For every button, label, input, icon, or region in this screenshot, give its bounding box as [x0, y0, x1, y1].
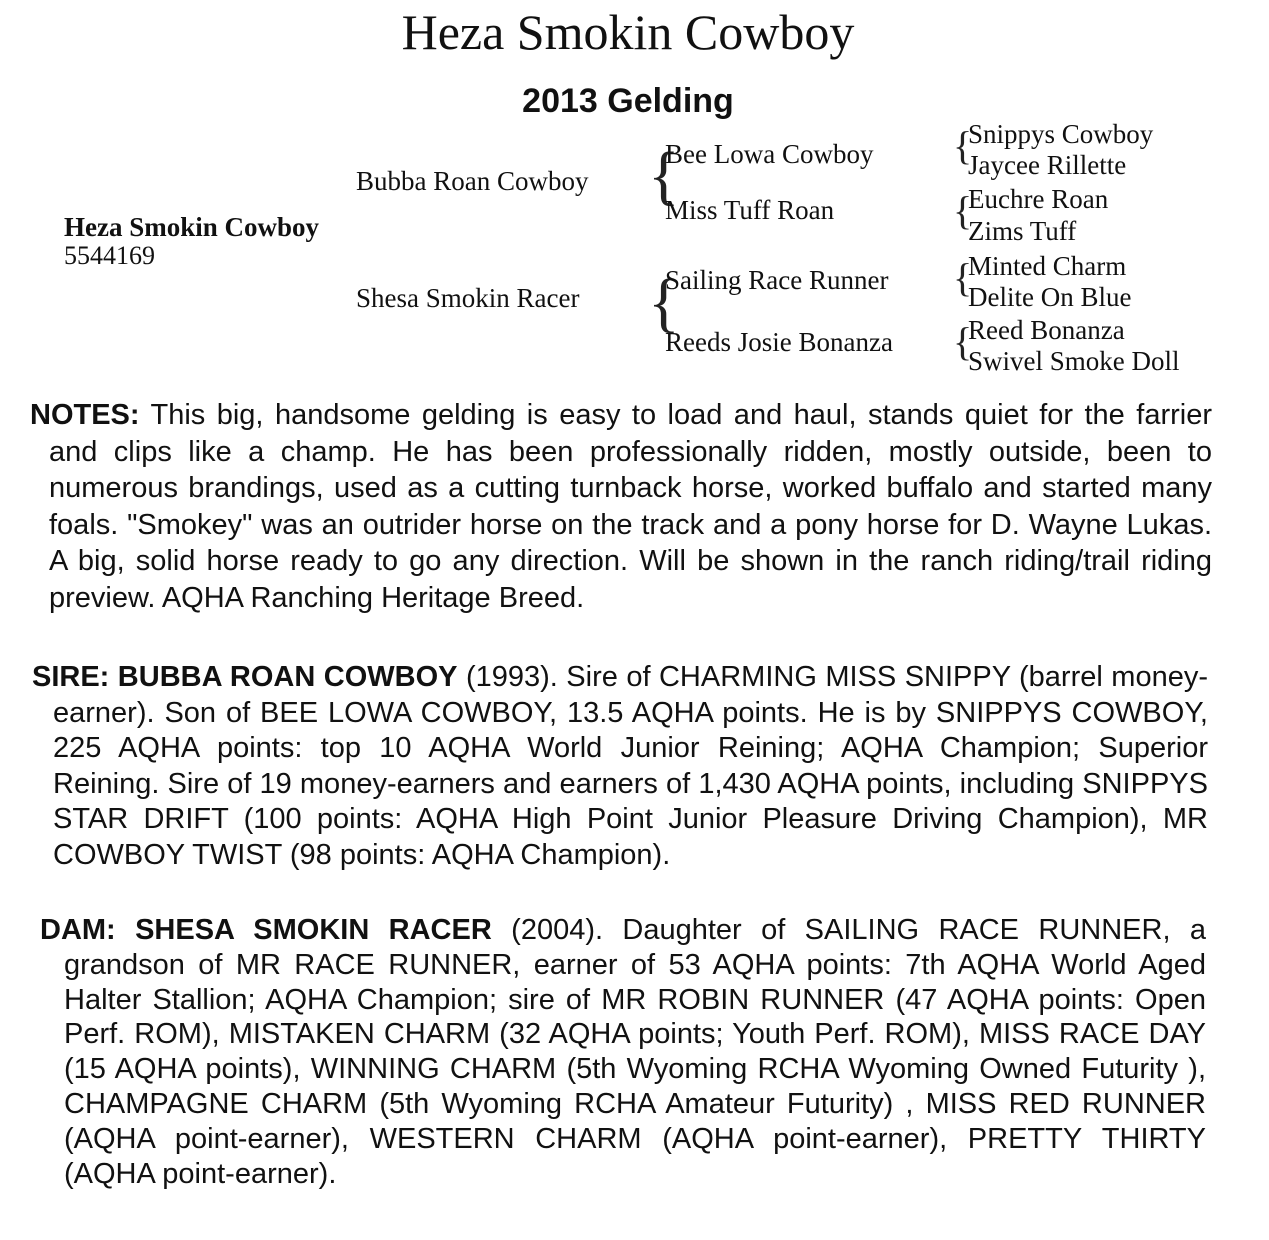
notes-label: NOTES: [30, 399, 140, 431]
dam-text: (2004). Daughter of SAILING RACE RUNNER, a grandson of MR RACE RUNNER, earner of 53 AQHA points: 7th AQHA World Aged Halter Stallion; AQHA Champion; sire of MR ROBIN RUNNER (47 AQHA points: Open Perf. ROM), MISTAKEN CHARM (32 AQHA points; Youth Perf. ROM), MISS RACE DAY (15 AQHA points), WINNING CHARM (5th Wyoming RCHA Wyoming Owned Futurity ), CHAMPAGNE CHARM (5th Wyoming RCHA Amateur Futurity) , MISS RED RUNNER (AQHA point-earner), WESTERN CHARM (AQHA point-earner), PRETTY THIRTY (AQHA point-earner). [64, 914, 1206, 1190]
brace-ggp-3: { [953, 255, 973, 300]
brace-ggp-1: { [953, 123, 973, 168]
brace-ggp-4: { [953, 319, 973, 364]
pedigree-sire-dam: Miss Tuff Roan [665, 195, 835, 225]
pedigree-sire: Bubba Roan Cowboy [356, 166, 589, 196]
notes-text: This big, handsome gelding is easy to load and haul, stands quiet for the farrier and clips like a champ. He has been professionally ridden, mostly outside, been to numerous brandings, used as a cutting turnback horse, worked buffalo and started many foals. "Smokey" was an outrider horse on the track and a pony horse for D. Wayne Lukas. A big, solid horse ready to go any direction. Will be shown in the ranch riding/trail riding preview. AQHA Ranching Heritage Breed. [49, 399, 1212, 614]
pedigree-ggp-item: Jaycee Rillette [968, 150, 1127, 180]
pedigree-dam-dam: Reeds Josie Bonanza [665, 327, 893, 357]
dam-label: DAM: SHESA SMOKIN RACER [40, 914, 492, 946]
pedigree-ggp-item: Minted Charm [968, 251, 1127, 281]
brace-sire: { [648, 139, 680, 212]
pedigree-ggp-item: Reed Bonanza [968, 315, 1125, 345]
sire-label: SIRE: BUBBA ROAN COWBOY [32, 661, 458, 693]
sire-text: (1993). Sire of CHARMING MISS SNIPPY (barrel money-earner). Son of BEE LOWA COWBOY, 13.5 AQHA points. He is by SNIPPYS COWBOY, 225 AQHA points: top 10 AQHA World Junior Reining; AQHA Champion; Superior Reining. Sire of 19 money-earners and earners of 1,430 AQHA points, including SNIPPYS STAR DRIFT (100 points: AQHA High Point Junior Pleasure Driving Champion), MR COWBOY TWIST (98 points: AQHA Champion). [53, 661, 1208, 871]
pedigree-ggp-item: Euchre Roan [968, 184, 1109, 214]
pedigree-subject-name: Heza Smokin Cowboy [64, 212, 320, 242]
brace-dam: { [648, 266, 680, 339]
pedigree-ggp-item: Delite On Blue [968, 282, 1132, 312]
page-title: Heza Smokin Cowboy [401, 4, 855, 60]
pedigree-ggp-item: Swivel Smoke Doll [968, 346, 1180, 376]
pedigree-ggp-item: Snippys Cowboy [968, 119, 1154, 149]
pedigree-dam: Shesa Smokin Racer [356, 283, 580, 313]
pedigree-ggp-item: Zims Tuff [968, 216, 1077, 246]
notes-paragraph [30, 397, 1212, 616]
pedigree-dam-sire: Sailing Race Runner [665, 265, 889, 295]
pedigree-subject-reg-number: 5544169 [64, 241, 155, 270]
sire-paragraph [32, 660, 1208, 873]
page-subtitle: 2013 Gelding [522, 82, 734, 120]
dam-paragraph [40, 913, 1206, 1191]
pedigree-sire-sire: Bee Lowa Cowboy [665, 139, 874, 169]
brace-ggp-2: { [953, 188, 973, 233]
